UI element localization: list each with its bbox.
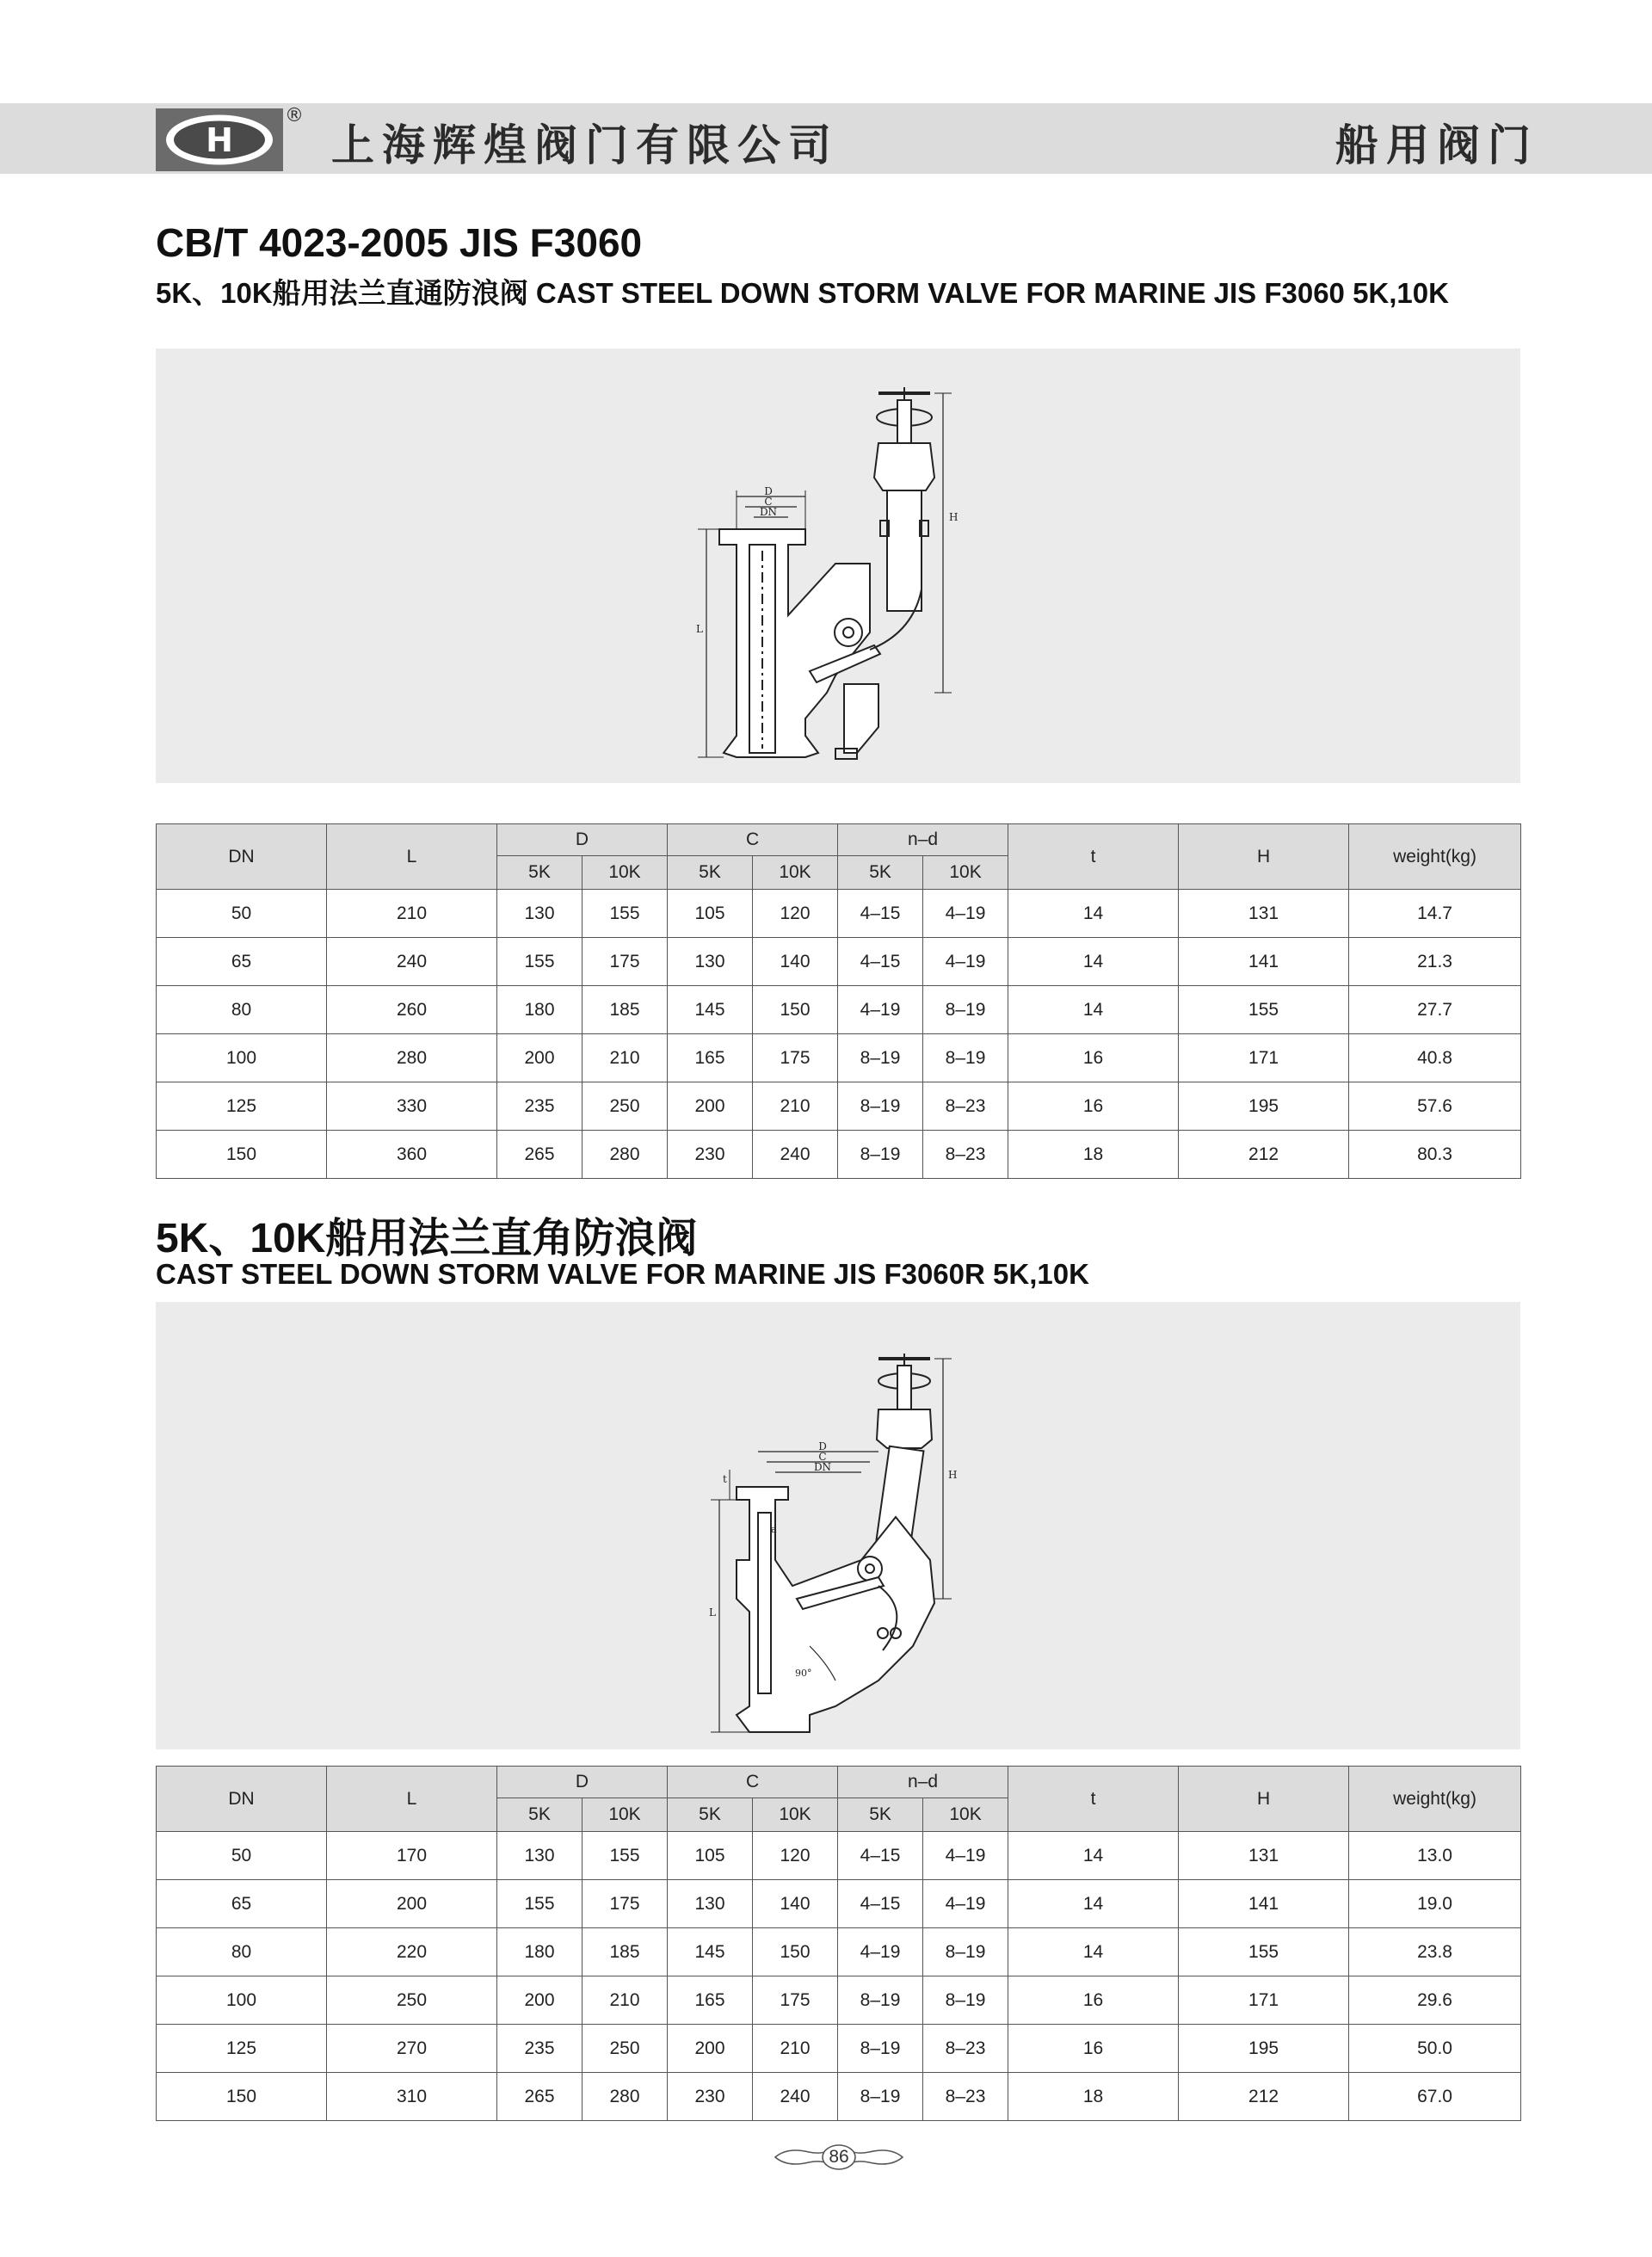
table-cell: 210 — [583, 1034, 668, 1082]
table-cell: 50.0 — [1349, 2025, 1521, 2073]
table-cell: 240 — [753, 1131, 838, 1179]
table-cell: 235 — [497, 2025, 583, 2073]
table-cell: 80 — [157, 986, 327, 1034]
header-l: L — [327, 824, 497, 890]
header-t: t — [1008, 824, 1179, 890]
table-cell: 65 — [157, 1880, 327, 1928]
table-cell: 250 — [583, 2025, 668, 2073]
table-cell: 67.0 — [1349, 2073, 1521, 2121]
table-cell: 8–23 — [923, 1131, 1008, 1179]
table-cell: 210 — [583, 1976, 668, 2025]
table-cell: 18 — [1008, 2073, 1179, 2121]
header-weight: weight(kg) — [1349, 1767, 1521, 1832]
table-row — [157, 890, 1521, 938]
header-c: C — [668, 824, 838, 856]
table-row — [157, 1928, 1521, 1976]
company-name: 上海辉煌阀门有限公司 — [331, 120, 839, 170]
straight-valve-spec-table — [156, 823, 1521, 1179]
table-cell: 130 — [497, 890, 583, 938]
table-cell: 235 — [497, 1082, 583, 1131]
header-c-5k: 5K — [668, 1798, 753, 1832]
table-cell: 200 — [497, 1976, 583, 2025]
table-cell: 16 — [1008, 2025, 1179, 2073]
header-c-5k: 5K — [668, 856, 753, 890]
table-cell: 125 — [157, 1082, 327, 1131]
header-c-10k: 10K — [753, 856, 838, 890]
table-cell: 130 — [668, 1880, 753, 1928]
table-cell: 4–19 — [923, 1832, 1008, 1880]
table-cell: 65 — [157, 938, 327, 986]
fig1-label-c: C — [764, 496, 773, 508]
table-cell: 185 — [583, 986, 668, 1034]
page-number: 86 — [829, 2147, 849, 2167]
header-c: C — [668, 1767, 838, 1798]
fig2-label-dn: DN — [813, 1461, 832, 1473]
header-nd: n–d — [838, 1767, 1008, 1798]
table-cell: 14 — [1008, 938, 1179, 986]
table-cell: 16 — [1008, 1082, 1179, 1131]
table-cell: 175 — [753, 1976, 838, 2025]
angle-valve-drawing — [156, 1302, 1520, 1749]
table-cell: 200 — [668, 1082, 753, 1131]
table-cell: 4–19 — [923, 938, 1008, 986]
table-cell: 265 — [497, 2073, 583, 2121]
table-cell: 240 — [327, 938, 497, 986]
table-cell: 50 — [157, 890, 327, 938]
table-row — [157, 1082, 1521, 1131]
table-row — [157, 1131, 1521, 1179]
table-cell: 210 — [753, 2025, 838, 2073]
table-cell: 195 — [1179, 2025, 1349, 2073]
header-h: H — [1179, 1767, 1349, 1832]
section2-title: 5K、10K船用法兰直角防浪阀 — [156, 1216, 698, 1261]
header-weight: weight(kg) — [1349, 824, 1521, 890]
table-cell: 265 — [497, 1131, 583, 1179]
table-cell: 180 — [497, 986, 583, 1034]
logo-letter: H — [206, 121, 233, 159]
header-dn: DN — [157, 824, 327, 890]
table-cell: 155 — [497, 1880, 583, 1928]
header-d-5k: 5K — [497, 856, 583, 890]
table-cell: 14 — [1008, 1928, 1179, 1976]
header-d-10k: 10K — [583, 856, 668, 890]
table-cell: 105 — [668, 890, 753, 938]
table-cell: 200 — [668, 2025, 753, 2073]
table-cell: 155 — [583, 890, 668, 938]
header-d-5k: 5K — [497, 1798, 583, 1832]
table-row — [157, 1976, 1521, 2025]
table-cell: 360 — [327, 1131, 497, 1179]
table-cell: 165 — [668, 1034, 753, 1082]
registered-mark: ® — [285, 105, 304, 126]
table-cell: 4–19 — [923, 1880, 1008, 1928]
header-d: D — [497, 1767, 668, 1798]
table-cell: 14 — [1008, 890, 1179, 938]
table-cell: 150 — [753, 986, 838, 1034]
table-cell: 195 — [1179, 1082, 1349, 1131]
table-cell: 280 — [583, 2073, 668, 2121]
table-row — [157, 1832, 1521, 1880]
table-cell: 210 — [327, 890, 497, 938]
fig1-label-d: D — [764, 485, 773, 497]
table-cell: 27.7 — [1349, 986, 1521, 1034]
table-cell: 4–19 — [923, 890, 1008, 938]
table-cell: 220 — [327, 1928, 497, 1976]
table-cell: 8–19 — [923, 1976, 1008, 2025]
table-cell: 8–19 — [838, 2025, 923, 2073]
table-cell: 14 — [1008, 986, 1179, 1034]
fig2-label-a: a — [771, 1524, 777, 1535]
fig1-label-dn: DN — [759, 506, 778, 518]
table-cell: 18 — [1008, 1131, 1179, 1179]
table-cell: 175 — [583, 938, 668, 986]
header-t: t — [1008, 1767, 1179, 1832]
table-cell: 8–19 — [923, 1034, 1008, 1082]
table-cell: 8–19 — [838, 1034, 923, 1082]
table-cell: 171 — [1179, 1034, 1349, 1082]
section2-subtitle: CAST STEEL DOWN STORM VALVE FOR MARINE JIS F3060R 5K,10K — [156, 1258, 1089, 1290]
table-row — [157, 938, 1521, 986]
table-cell: 8–19 — [923, 1928, 1008, 1976]
table-cell: 230 — [668, 2073, 753, 2121]
fig2-label-h: H — [948, 1469, 958, 1481]
header-d-10k: 10K — [583, 1798, 668, 1832]
table-cell: 150 — [157, 1131, 327, 1179]
table-cell: 200 — [327, 1880, 497, 1928]
table-cell: 120 — [753, 1832, 838, 1880]
table-cell: 155 — [497, 938, 583, 986]
fig2-label-c: C — [818, 1451, 827, 1463]
table-cell: 330 — [327, 1082, 497, 1131]
table-cell: 57.6 — [1349, 1082, 1521, 1131]
table-cell: 150 — [157, 2073, 327, 2121]
table-cell: 19.0 — [1349, 1880, 1521, 1928]
table-cell: 4–15 — [838, 890, 923, 938]
table-cell: 4–15 — [838, 1880, 923, 1928]
table-cell: 80 — [157, 1928, 327, 1976]
table-cell: 8–19 — [838, 1082, 923, 1131]
table-row — [157, 986, 1521, 1034]
section1-subtitle: 5K、10K船用法兰直通防浪阀 CAST STEEL DOWN STORM VALVE FOR MARINE JIS F3060 5K,10K — [156, 277, 1449, 309]
table-cell: 8–23 — [923, 2073, 1008, 2121]
straight-valve-svg — [156, 348, 1520, 783]
page-number-ornament — [770, 2140, 908, 2174]
company-logo — [156, 108, 283, 171]
header-nd-5k: 5K — [838, 856, 923, 890]
table-cell: 40.8 — [1349, 1034, 1521, 1082]
table-cell: 4–19 — [838, 1928, 923, 1976]
table-row — [157, 2025, 1521, 2073]
table-cell: 4–15 — [838, 1832, 923, 1880]
table-cell: 140 — [753, 938, 838, 986]
table-cell: 280 — [583, 1131, 668, 1179]
table-cell: 50 — [157, 1832, 327, 1880]
table-cell: 260 — [327, 986, 497, 1034]
table-cell: 14.7 — [1349, 890, 1521, 938]
table-cell: 4–15 — [838, 938, 923, 986]
header-nd-10k: 10K — [923, 856, 1008, 890]
table-cell: 105 — [668, 1832, 753, 1880]
fig2-label-angle: 90° — [795, 1668, 812, 1679]
table-cell: 8–23 — [923, 1082, 1008, 1131]
table-cell: 155 — [1179, 986, 1349, 1034]
table-cell: 13.0 — [1349, 1832, 1521, 1880]
table-cell: 155 — [583, 1832, 668, 1880]
header-nd-10k: 10K — [923, 1798, 1008, 1832]
fig2-label-l: L — [709, 1606, 716, 1619]
table-cell: 145 — [668, 986, 753, 1034]
table-cell: 8–23 — [923, 2025, 1008, 2073]
table-cell: 171 — [1179, 1976, 1349, 2025]
table-row — [157, 1034, 1521, 1082]
table-cell: 16 — [1008, 1034, 1179, 1082]
table-cell: 131 — [1179, 1832, 1349, 1880]
fig2-label-t: t — [723, 1473, 727, 1485]
table-cell: 125 — [157, 2025, 327, 2073]
table-cell: 8–19 — [923, 986, 1008, 1034]
header-dn: DN — [157, 1767, 327, 1832]
table-cell: 175 — [583, 1880, 668, 1928]
angle-valve-table-body — [157, 1832, 1521, 2121]
table-cell: 230 — [668, 1131, 753, 1179]
header-band — [0, 103, 1652, 174]
table-cell: 280 — [327, 1034, 497, 1082]
fig1-label-h: H — [949, 511, 959, 523]
table-cell: 14 — [1008, 1880, 1179, 1928]
header-d: D — [497, 824, 668, 856]
table-row — [157, 1880, 1521, 1928]
table-cell: 210 — [753, 1082, 838, 1131]
table-cell: 212 — [1179, 1131, 1349, 1179]
table-cell: 14 — [1008, 1832, 1179, 1880]
table-cell: 150 — [753, 1928, 838, 1976]
table-cell: 145 — [668, 1928, 753, 1976]
table-cell: 8–19 — [838, 1976, 923, 2025]
table-cell: 8–19 — [838, 2073, 923, 2121]
table-cell: 240 — [753, 2073, 838, 2121]
header-c-10k: 10K — [753, 1798, 838, 1832]
table-cell: 4–19 — [838, 986, 923, 1034]
table-cell: 8–19 — [838, 1131, 923, 1179]
table-cell: 100 — [157, 1976, 327, 2025]
table-cell: 212 — [1179, 2073, 1349, 2121]
section1-title: CB/T 4023-2005 JIS F3060 — [156, 220, 643, 265]
straight-valve-table-body — [157, 890, 1521, 1179]
header-h: H — [1179, 824, 1349, 890]
table-cell: 23.8 — [1349, 1928, 1521, 1976]
table-row — [157, 2073, 1521, 2121]
table-cell: 141 — [1179, 938, 1349, 986]
table-cell: 29.6 — [1349, 1976, 1521, 2025]
table-cell: 130 — [668, 938, 753, 986]
table-cell: 80.3 — [1349, 1131, 1521, 1179]
table-cell: 131 — [1179, 890, 1349, 938]
header-l: L — [327, 1767, 497, 1832]
table-cell: 21.3 — [1349, 938, 1521, 986]
table-cell: 170 — [327, 1832, 497, 1880]
header-nd: n–d — [838, 824, 1008, 856]
table-cell: 100 — [157, 1034, 327, 1082]
fig1-label-l: L — [696, 623, 703, 635]
table-cell: 250 — [327, 1976, 497, 2025]
table-cell: 250 — [583, 1082, 668, 1131]
table-cell: 141 — [1179, 1880, 1349, 1928]
table-cell: 155 — [1179, 1928, 1349, 1976]
table-cell: 130 — [497, 1832, 583, 1880]
table-cell: 16 — [1008, 1976, 1179, 2025]
angle-valve-svg — [156, 1302, 1520, 1749]
fig2-label-d: D — [818, 1440, 827, 1452]
table-cell: 165 — [668, 1976, 753, 2025]
angle-valve-spec-table — [156, 1766, 1521, 2121]
page-category: 船用阀门 — [1335, 120, 1538, 170]
table-cell: 175 — [753, 1034, 838, 1082]
table-cell: 200 — [497, 1034, 583, 1082]
table-cell: 180 — [497, 1928, 583, 1976]
table-cell: 270 — [327, 2025, 497, 2073]
table-cell: 185 — [583, 1928, 668, 1976]
table-cell: 310 — [327, 2073, 497, 2121]
header-nd-5k: 5K — [838, 1798, 923, 1832]
straight-valve-drawing — [156, 348, 1520, 783]
table-cell: 140 — [753, 1880, 838, 1928]
table-cell: 120 — [753, 890, 838, 938]
